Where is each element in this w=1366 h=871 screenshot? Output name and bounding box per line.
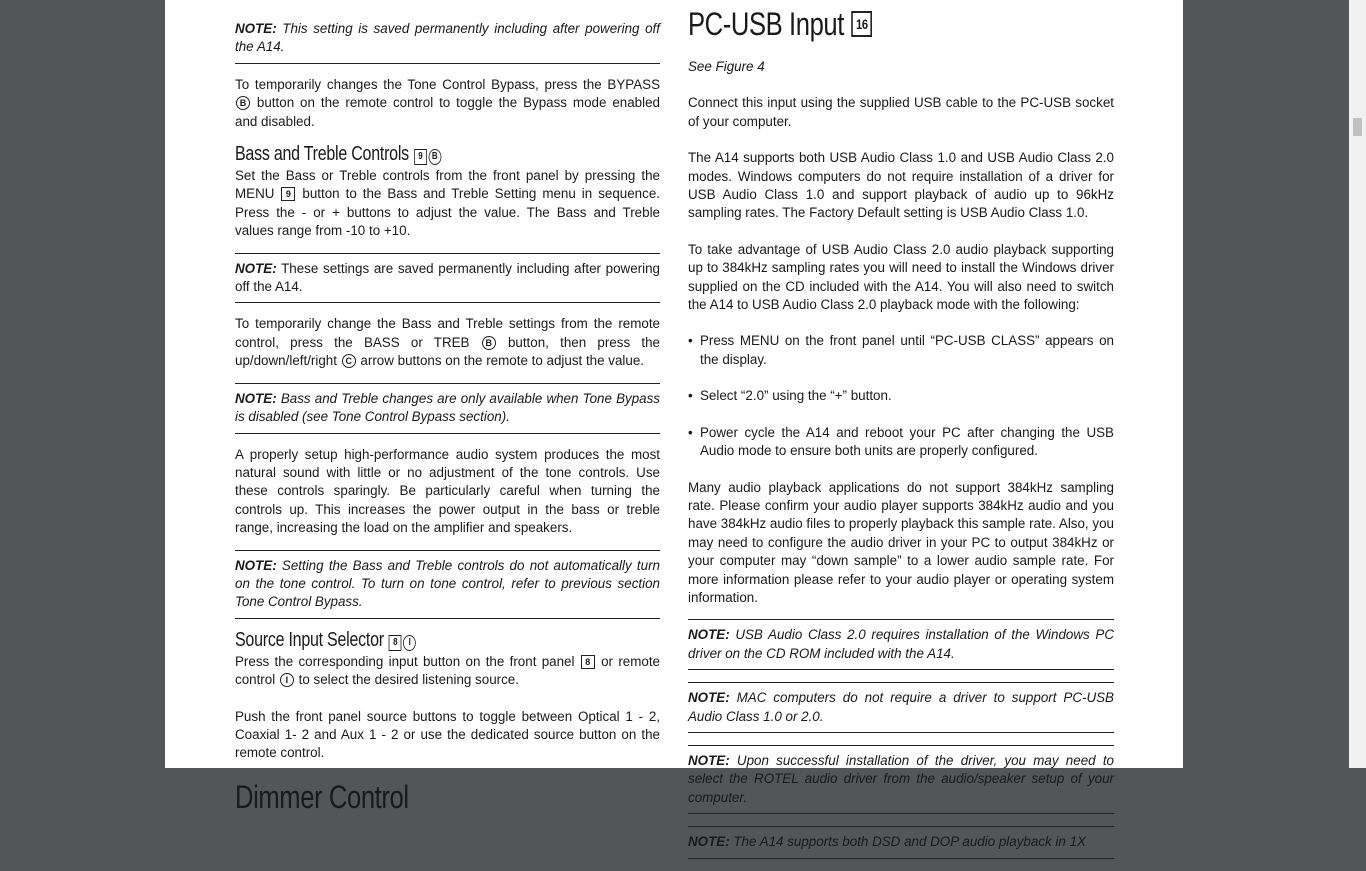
note-setting-saved: NOTE: This setting is saved permanently including after powering off the A14. xyxy=(235,20,660,64)
usb-connect-paragraph: Connect this input using the supplied USB cable to the PC-USB socket of your computer. xyxy=(688,95,1114,129)
note-settings-saved: NOTE: These settings are saved permanently including after powering off the A14. xyxy=(235,253,660,304)
source-input-heading: Source Input Selector 8 I xyxy=(235,631,575,651)
list-item: • Press MENU on the front panel until “PC-USB CLASS” appears on the display. xyxy=(688,333,1114,367)
note-tone-control: NOTE: Setting the Bass and Treble controls do not automatically turn on the tone control. To turn on tone control, refer to previous section Tone Control Bypass. xyxy=(235,550,660,619)
note-rotel-driver: NOTE: Upon successful installation of the driver, you may need to select the ROTEL audio driver from the audio/speaker setup of your computer. xyxy=(688,745,1114,814)
front-panel-9-icon: 9 xyxy=(414,149,427,165)
note-mac: NOTE: MAC computers do not require a driver to support PC-USB Audio Class 1.0 or 2.0. xyxy=(688,682,1114,733)
bass-treble-heading: Bass and Treble Controls 9 B xyxy=(235,145,575,165)
note-label: NOTE: xyxy=(235,557,277,573)
usb-384k-paragraph: To take advantage of USB Audio Class 2.0 audio playback supporting up to 384kHz sampling rates you will need to install the Windows driver supplied on the CD included with the A14. You will also need to switch the A14 to USB Audio Class 2.0 playback mode with the following: xyxy=(688,241,1114,313)
remote-b-icon: B xyxy=(428,149,441,165)
note-label: NOTE: xyxy=(235,21,277,36)
remote-c-icon: C xyxy=(342,354,356,368)
right-column xyxy=(688,4,1114,871)
remote-bass-treble-paragraph: To temporarily change the Bass and Treble settings from the remote control, press the BASS or TREB B button, then press the up/down/left/right C arrow buttons on the remote to adjust the value. xyxy=(235,316,660,369)
list-item: • Select “2.0” using the “+” button. xyxy=(688,388,892,404)
dimmer-control-heading: Dimmer Control xyxy=(235,778,409,815)
audio-system-paragraph: A properly setup high-performance audio system produces the most natural sound with little or no adjustment of the tone controls. Use these controls sparingly. Be particularly careful when turning the controls up. This increases the power output in the bass or treble range, increasing the load on the amplifier and speakers. xyxy=(235,446,660,536)
list-item: • Power cycle the A14 and reboot your PC after changing the USB Audio mode to ensure both units are properly configured. xyxy=(688,424,1114,459)
usb-class-paragraph: The A14 supports both USB Audio Class 1.0 and USB Audio Class 2.0 modes. Windows computers do not require installation of a driver for USB Audio Class 1.0 and support playback of audio up to 96kHz sampling rates. The Factory Default setting is USB Audio Class 1.0. xyxy=(688,150,1114,221)
playback-paragraph: Many audio playback applications do not support 384kHz sampling rate. Please confirm your audio player supports 384kHz audio and you have 384kHz audio files to properly playback this sample rate. Also, you may need to configure the audio driver in your PC to output 384kHz or your computer may “down sample” to a lower audio sample rate. For more information please refer to your audio player or operating system information. xyxy=(688,479,1114,605)
note-label: NOTE: xyxy=(688,690,730,706)
see-figure: See Figure 4 xyxy=(688,59,765,74)
note-tone-bypass: NOTE: Bass and Treble changes are only available when Tone Bypass is disabled (see Tone Control Bypass section). xyxy=(235,383,660,434)
scrollbar-thumb[interactable] xyxy=(1353,118,1362,136)
note-label: NOTE: xyxy=(235,390,277,406)
vertical-scrollbar[interactable] xyxy=(1349,0,1366,768)
front-panel-8-icon: 8 xyxy=(389,635,402,651)
note-usb-driver: NOTE: USB Audio Class 2.0 requires installation of the Windows PC driver on the CD ROM included with the A14. xyxy=(688,619,1114,670)
left-column xyxy=(235,20,660,817)
menu-button-icon: 9 xyxy=(281,187,295,201)
remote-input-icon: I xyxy=(280,673,294,687)
pc-usb-heading: PC-USB Input 16 xyxy=(688,4,1029,44)
source-input-paragraph: Press the corresponding input button on the front panel 8 or remote control I to select the desired listening source. xyxy=(235,653,660,688)
tone-bypass-paragraph: To temporarily changes the Tone Control Bypass, press the BYPASS B button on the remote control to toggle the Bypass mode enabled and disabled. xyxy=(235,76,660,129)
note-label: NOTE: xyxy=(688,627,730,643)
source-toggle-paragraph: Push the front panel source buttons to toggle between Optical 1 - 2, Coaxial 1- 2 and Aux 1 - 2 or use the dedicated source button on the remote control. xyxy=(235,708,660,761)
input-button-icon: 8 xyxy=(581,655,595,669)
note-label: NOTE: xyxy=(235,260,277,276)
remote-i-icon: I xyxy=(403,635,416,651)
note-label: NOTE: xyxy=(688,752,730,768)
remote-b-icon: B xyxy=(482,336,496,350)
note-dsd-dop: NOTE: The A14 supports both DSD and DOP audio playback in 1X xyxy=(688,826,1114,858)
bypass-button-icon: B xyxy=(236,96,250,110)
note-label: NOTE: xyxy=(688,834,730,850)
document-page xyxy=(165,0,1183,850)
input-16-icon: 16 xyxy=(851,11,872,37)
bass-treble-paragraph: Set the Bass or Treble controls from the front panel by pressing the MENU 9 button to the Bass and Treble Setting menu in sequence. Press the - or + buttons to adjust the value. The Bass and Treble values range from -10 to +10. xyxy=(235,168,660,239)
